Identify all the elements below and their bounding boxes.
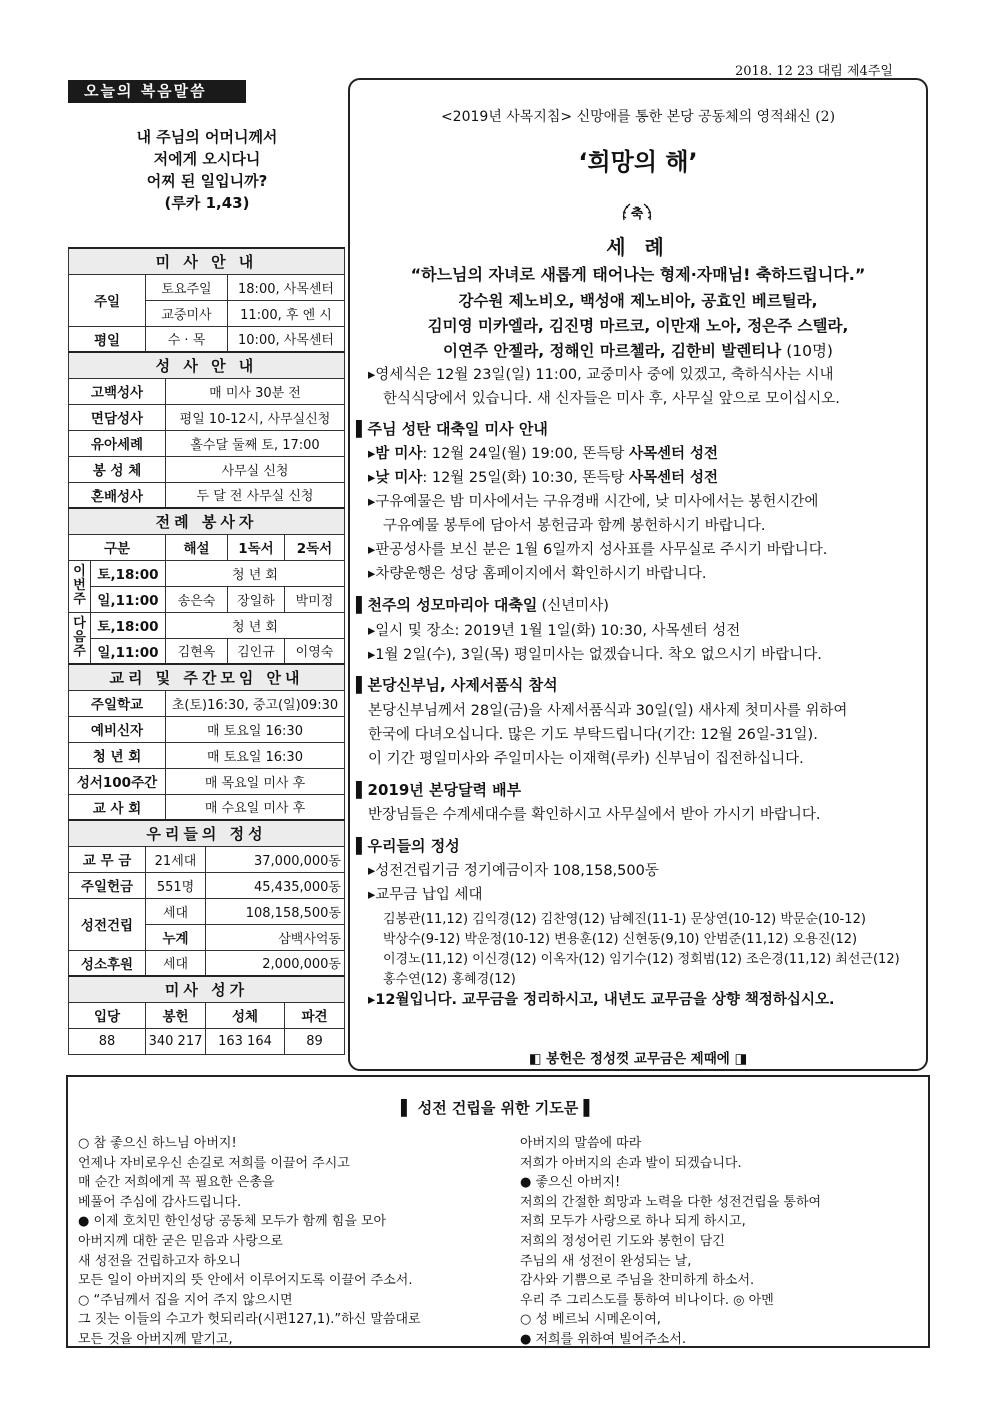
building-fund: ▸성전건립기금 정기예금이자 108,158,500동 (368, 863, 659, 879)
baptism-info: 한식식당에서 있습니다. 새 신자들은 미사 후, 사무실 앞으로 모이십시오. (383, 391, 840, 407)
prayer-title: ▌ 성전 건립을 위한 기도문 ▌ (400, 1099, 596, 1117)
sacrament-value: 두 달 전 사무실 신청 (166, 482, 345, 508)
prayer-line: 베풀어 주심에 감사드립니다. (78, 1194, 242, 1210)
server-time: 일,11:00 (91, 638, 166, 664)
calendar-detail: 반장님들은 수계세대수를 확인하시고 사무실에서 받아 가시기 바랍니다. (368, 807, 821, 823)
mass-day: 교중미사 (146, 300, 228, 326)
catechism-value: 매 토요일 16:30 (166, 742, 345, 768)
hymn-header: 파견 (285, 1002, 345, 1028)
next-week-label: 다 음 주 (69, 612, 91, 664)
prayer-line: 모든 것을 아버지께 맡기고, (78, 1332, 233, 1347)
crib-offering: ▸구유예물은 밤 미사에서는 구유경배 시간에, 낮 미사에서는 봉헌시간에 (368, 494, 819, 510)
sacrament-label: 봉 성 체 (69, 456, 166, 482)
prayer-line: 매 순간 저희에게 꼭 필요한 은총을 (78, 1175, 275, 1191)
crib-offering: 구유예물 봉투에 담아서 봉헌금과 함께 봉헌하시기 바랍니다. (383, 518, 766, 534)
issue-date: 2018. 12 23 대림 제4주일 (735, 64, 893, 79)
mass-day: 수 · 목 (146, 326, 228, 352)
day-label: ▸낮 미사 (368, 470, 423, 486)
catechism-value: 초(토)16:30, 중고(일)09:30 (166, 690, 345, 716)
hymns-heading: 미사 성가 (69, 976, 345, 1002)
mary-detail: ▸1월 2일(수), 3일(목) 평일미사는 없겠습니다. 착오 없으시기 바랍니다. (368, 647, 822, 663)
calendar-title: ▌2019년 본당달력 배부 (356, 781, 522, 799)
baptism-names-last (352, 339, 924, 361)
gospel-line: 저에게 오시다니 (153, 150, 261, 168)
hymn-header: 입당 (69, 1002, 146, 1028)
congratulations-seal-icon (620, 198, 654, 228)
prayer-line: ○ 참 좋으신 하느님 아버지! (78, 1136, 237, 1151)
gospel-verse (72, 126, 342, 214)
parish-info-table (68, 247, 345, 1055)
sacrament-label: 유아세례 (69, 430, 166, 456)
gospel-line: 어찌 된 일입니까? (146, 172, 268, 190)
baptism-names: 이연주 안젤라, 정해인 마르첼라, 김한비 발렌티나 (443, 342, 782, 360)
mass-day: 토요주일 (146, 274, 228, 300)
server-name: 김인규 (228, 638, 285, 664)
night-place: 사목센터 성전 (628, 446, 719, 462)
prayer-line: 주님의 새 성전이 완성되는 날, (520, 1253, 692, 1269)
server-name: 이영숙 (285, 638, 345, 664)
gospel-reference: (루카 1,43) (164, 194, 250, 212)
prayer-line: 저희 모두가 사랑으로 하나 되게 하시고, (520, 1214, 746, 1230)
hymn-number: 89 (285, 1028, 345, 1054)
baptism-names: 김미영 미카엘라, 김진명 마르코, 이만재 노아, 정은주 스텔라, (427, 317, 849, 335)
christmas-night-mass (368, 442, 718, 463)
offering-unit: 누계 (146, 924, 206, 950)
server-time: 토,18:00 (91, 560, 166, 586)
offering-label: 교 무 금 (69, 846, 146, 872)
offering-amount: 삼백사억동 (206, 924, 345, 950)
catechism-label: 교 사 회 (69, 794, 166, 820)
hymn-number: 340 217 (146, 1028, 206, 1054)
year-title: ‘희망의 해’ (578, 148, 698, 176)
priest-detail: 본당신부님께서 28일(금)을 사제서품식과 30일(일) 새사제 첫미사를 위하여 (368, 703, 848, 719)
offerings-heading: 우리들의 정성 (69, 820, 345, 846)
offering-title: ▌우리들의 정성 (356, 837, 460, 855)
sacrament-heading: 성 사 안 내 (69, 352, 345, 378)
prayer-line: ○ “주님께서 집을 지어 주지 않으시면 (78, 1292, 293, 1308)
tithe-list: 김봉관(11,12) 김익경(12) 김찬영(12) 남혜진(11-1) 문상연(10-12) 박문순(10-12) (383, 912, 866, 927)
catechism-value: 매 토요일 16:30 (166, 716, 345, 742)
servers-heading: 전례 봉사자 (69, 508, 345, 534)
mass-time: 11:00, 후 엔 시 (228, 300, 345, 326)
this-week-label: 이 번 주 (69, 560, 91, 612)
servers-col-header: 2독서 (285, 534, 345, 560)
priest-title: ▌본당신부님, 사제서품식 참석 (356, 676, 558, 694)
baptism-info: ▸영세식은 12월 23일(일) 11:00, 교중미사 중에 있겠고, 축하식사는 시내 (368, 367, 834, 383)
shuttle-notice: ▸차량운행은 성당 홈페이지에서 확인하시기 바랍니다. (368, 566, 707, 582)
day-place: 사목센터 성전 (628, 470, 719, 486)
weekday-label: 평일 (69, 326, 146, 352)
gospel-heading: 오늘의 복음말씀 (68, 80, 246, 103)
server-time: 토,18:00 (91, 612, 166, 638)
prayer-line: ● 좋으신 아버지! (520, 1175, 621, 1191)
offering-amount: 2,000,000동 (206, 950, 345, 976)
offering-amount: 45,435,000동 (206, 872, 345, 898)
hymn-header: 봉헌 (146, 1002, 206, 1028)
prayer-line: ○ 성 베르뇌 시메온이여, (520, 1312, 661, 1328)
hymn-number: 88 (69, 1028, 146, 1054)
confession-notice: ▸판공성사를 보신 분은 1월 6일까지 성사표를 사무실로 주시기 바랍니다. (368, 542, 828, 558)
prayer-line: 모든 일이 아버지의 뜻 안에서 이루어지도록 이끌어 주소서. (78, 1273, 413, 1289)
offering-unit: 21세대 (146, 846, 206, 872)
sacrament-value: 사무실 신청 (166, 456, 345, 482)
prayer-line: 언제나 자비로우신 손길로 저희를 이끌어 주시고 (78, 1155, 350, 1171)
offering-amount: 37,000,000동 (206, 846, 345, 872)
catechism-label: 주일학교 (69, 690, 166, 716)
catechism-heading: 교리 및 주간모임 안내 (69, 664, 345, 690)
sacrament-value: 홀수달 둘째 토, 17:00 (166, 430, 345, 456)
servers-col-header: 1독서 (228, 534, 285, 560)
servers-col-header: 해설 (166, 534, 228, 560)
baptism-title: 세 례 (606, 235, 670, 259)
motto-text: 신망애를 통한 본당 공동체의 영적쇄신 (2) (576, 109, 836, 125)
mass-time: 18:00, 사목센터 (228, 274, 345, 300)
server-name: 송은숙 (166, 586, 228, 612)
prayer-line: 저희의 정성어린 기도와 봉헌이 담긴 (520, 1234, 725, 1249)
server-name: 박미정 (285, 586, 345, 612)
prayer-line: 저희가 아버지의 손과 발이 되겠습니다. (520, 1155, 742, 1171)
prayer-line: 감사와 기쁨으로 주님을 찬미하게 하소서. (520, 1273, 755, 1289)
server-time: 일,11:00 (91, 586, 166, 612)
prayer-line: 그 짓는 이들의 수고가 헛되리라(시편127,1).”하신 말씀대로 (78, 1312, 421, 1328)
sacrament-label: 고백성사 (69, 378, 166, 404)
tithe-title: ▸교무금 납입 세대 (368, 887, 483, 903)
tithe-list: 박상수(9-12) 박운정(10-12) 변용훈(12) 신현동(9,10) 안범준(11,12) 오용진(12) (383, 932, 858, 947)
prayer-line: 아버지의 말씀에 따라 (520, 1136, 642, 1151)
sacrament-value: 평일 10-12시, 사무실신청 (166, 404, 345, 430)
server-name: 김현옥 (166, 638, 228, 664)
sacrament-label: 혼배성사 (69, 482, 166, 508)
tithe-list: 이경노(11,12) 이신경(12) 이옥자(12) 임기수(12) 정회범(12) 조은경(11,12) 최선근(12) (383, 952, 900, 967)
servers-col-header: 구분 (69, 534, 166, 560)
christmas-title: ▌주님 성탄 대축일 미사 안내 (356, 420, 548, 438)
offering-footer: ◧ 봉헌은 정성껏 교무금은 제때에 ◨ (528, 1051, 748, 1067)
catechism-label: 청 년 회 (69, 742, 166, 768)
prayer-line: 우리 주 그리스도를 통하여 비나이다. ◎ 아멘 (520, 1292, 774, 1308)
prayer-line: 새 성전을 건립하고자 하오니 (78, 1253, 242, 1269)
server-group: 청 년 회 (166, 612, 345, 638)
hymn-header: 성체 (206, 1002, 285, 1028)
prayer-line: ● 저희를 위하여 빌어주소서. (520, 1332, 687, 1347)
baptism-count: (10명) (786, 342, 833, 360)
mass-guide-heading: 미 사 안 내 (69, 248, 345, 274)
mary-detail: ▸일시 및 장소: 2019년 1월 1일(화) 10:30, 사목센터 성전 (368, 623, 741, 639)
building-label: 성전건립 (69, 898, 146, 950)
catechism-value: 매 목요일 미사 후 (166, 768, 345, 794)
tithe-list: 홍수연(12) 홍혜경(12) (383, 972, 516, 987)
server-group: 청 년 회 (166, 560, 345, 586)
seal-char: 축 (630, 207, 644, 222)
prayer-line: ● 이제 호치민 한인성당 공동체 모두가 함께 힘을 모아 (78, 1214, 387, 1230)
offering-amount: 108,158,500동 (206, 898, 345, 924)
sacrament-label: 면담성사 (69, 404, 166, 430)
priest-detail: 한국에 다녀오십니다. 많은 기도 부탁드립니다(기간: 12월 26일-31일). (368, 727, 818, 743)
hymn-number: 163 164 (206, 1028, 285, 1054)
sunday-label: 주일 (69, 274, 146, 326)
priest-detail: 이 기간 평일미사와 주일미사는 이재혁(루카) 신부님이 집전하십니다. (368, 751, 804, 767)
mary-feast-title (356, 594, 609, 615)
catechism-label: 예비신자 (69, 716, 166, 742)
gospel-line: 내 주님의 어머니께서 (136, 128, 278, 146)
motto-tag: <2019년 사목지침> (440, 109, 573, 125)
sacrament-value: 매 미사 30분 전 (166, 378, 345, 404)
offering-unit: 세대 (146, 898, 206, 924)
christmas-day-mass (368, 466, 718, 487)
offering-unit: 세대 (146, 950, 206, 976)
mary-subtitle: (신년미사) (541, 598, 609, 614)
day-detail: : 12월 25일(화) 10:30, 똔득탕 (422, 470, 629, 486)
offering-label: 주일헌금 (69, 872, 146, 898)
catechism-label: 성서100주간 (69, 768, 166, 794)
night-detail: : 12월 24일(월) 19:00, 똔득탕 (422, 446, 629, 462)
baptism-congrats: “하느님의 자녀로 새롭게 태어나는 형제·자매님! 축하드립니다.” (410, 265, 866, 284)
prayer-line: 아버지께 대한 굳은 믿음과 사랑으로 (78, 1234, 283, 1249)
pastoral-motto (352, 106, 924, 126)
offering-label: 성소후원 (69, 950, 146, 976)
night-label: ▸밤 미사 (368, 446, 423, 462)
mary-title: ▌천주의 성모마리아 대축일 (356, 596, 538, 614)
catechism-value: 매 수요일 미사 후 (166, 794, 345, 820)
tithe-reminder: ▸12월입니다. 교무금을 정리하시고, 내년도 교무금을 상향 책정하십시오. (368, 992, 835, 1008)
server-name: 장일하 (228, 586, 285, 612)
prayer-line: 저희의 간절한 희망과 노력을 다한 성전건립을 통하여 (520, 1194, 822, 1210)
baptism-names: 강수원 제노비오, 백성애 제노비아, 공효인 베르틸라, (458, 292, 818, 310)
offering-unit: 551명 (146, 872, 206, 898)
mass-time: 10:00, 사목센터 (228, 326, 345, 352)
